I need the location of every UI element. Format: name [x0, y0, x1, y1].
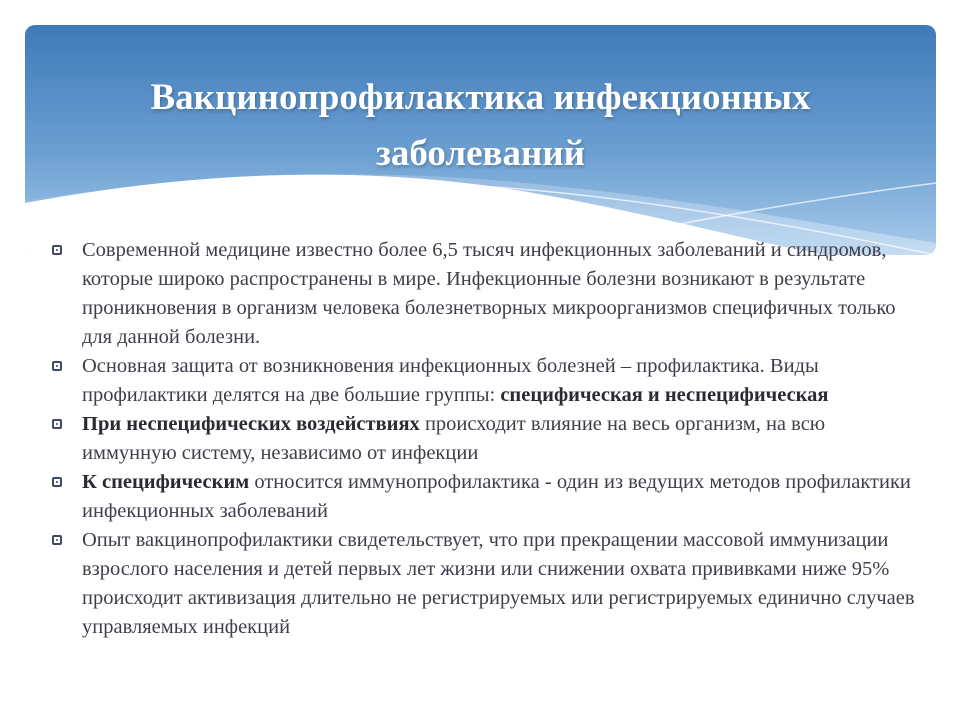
square-bullet-icon — [52, 477, 62, 487]
square-bullet-icon — [52, 245, 62, 255]
bullet-list — [50, 236, 920, 642]
bullet-text: Современной медицине известно более 6,5 тысяч инфекционных заболеваний и синдромов, которые широко распространены в мире. Инфекционные болезни возникают в результате проникновения в организм человека болезнетворных микроорганизмов специфичных только для данной болезни. — [82, 239, 896, 348]
square-bullet-icon — [52, 419, 62, 429]
bullet-text: Основная защита от возникновения инфекционных болезней – профилактика. Виды профилактики делятся на две большие группы: — [82, 355, 819, 406]
bullet-item-5 — [50, 526, 920, 642]
square-bullet-icon — [52, 361, 62, 371]
bullet-bold-text: При неспецифических воздействиях — [82, 413, 420, 435]
title-line-2: заболеваний — [375, 133, 585, 174]
title-line-1: Вакцинопрофилактика инфекционных — [150, 77, 811, 118]
title-banner — [25, 25, 936, 255]
bullet-bold-text: специфическая и неспецифическая — [500, 384, 829, 406]
bullet-item-1 — [50, 236, 920, 352]
bullet-text: относится иммунопрофилактика - один из ведущих методов профилактики инфекционных заболеваний — [82, 471, 911, 522]
bullet-item-3 — [50, 410, 920, 468]
bullet-item-2 — [50, 352, 920, 410]
bullet-item-4 — [50, 468, 920, 526]
bullet-bold-text: К специфическим — [82, 471, 250, 493]
bullet-text: происходит влияние на весь организм, на всю иммунную систему, независимо от инфекции — [82, 413, 826, 464]
bullet-text: Опыт вакцинопрофилактики свидетельствует, что при прекращении массовой иммунизации взрослого населения и детей первых лет жизни или снижении охвата прививками ниже 95% происходит активизация длительно не регистрируемых или регистрируемых единично случаев управляемых инфекций — [82, 529, 915, 638]
square-bullet-icon — [52, 535, 62, 545]
slide-title — [25, 70, 936, 182]
